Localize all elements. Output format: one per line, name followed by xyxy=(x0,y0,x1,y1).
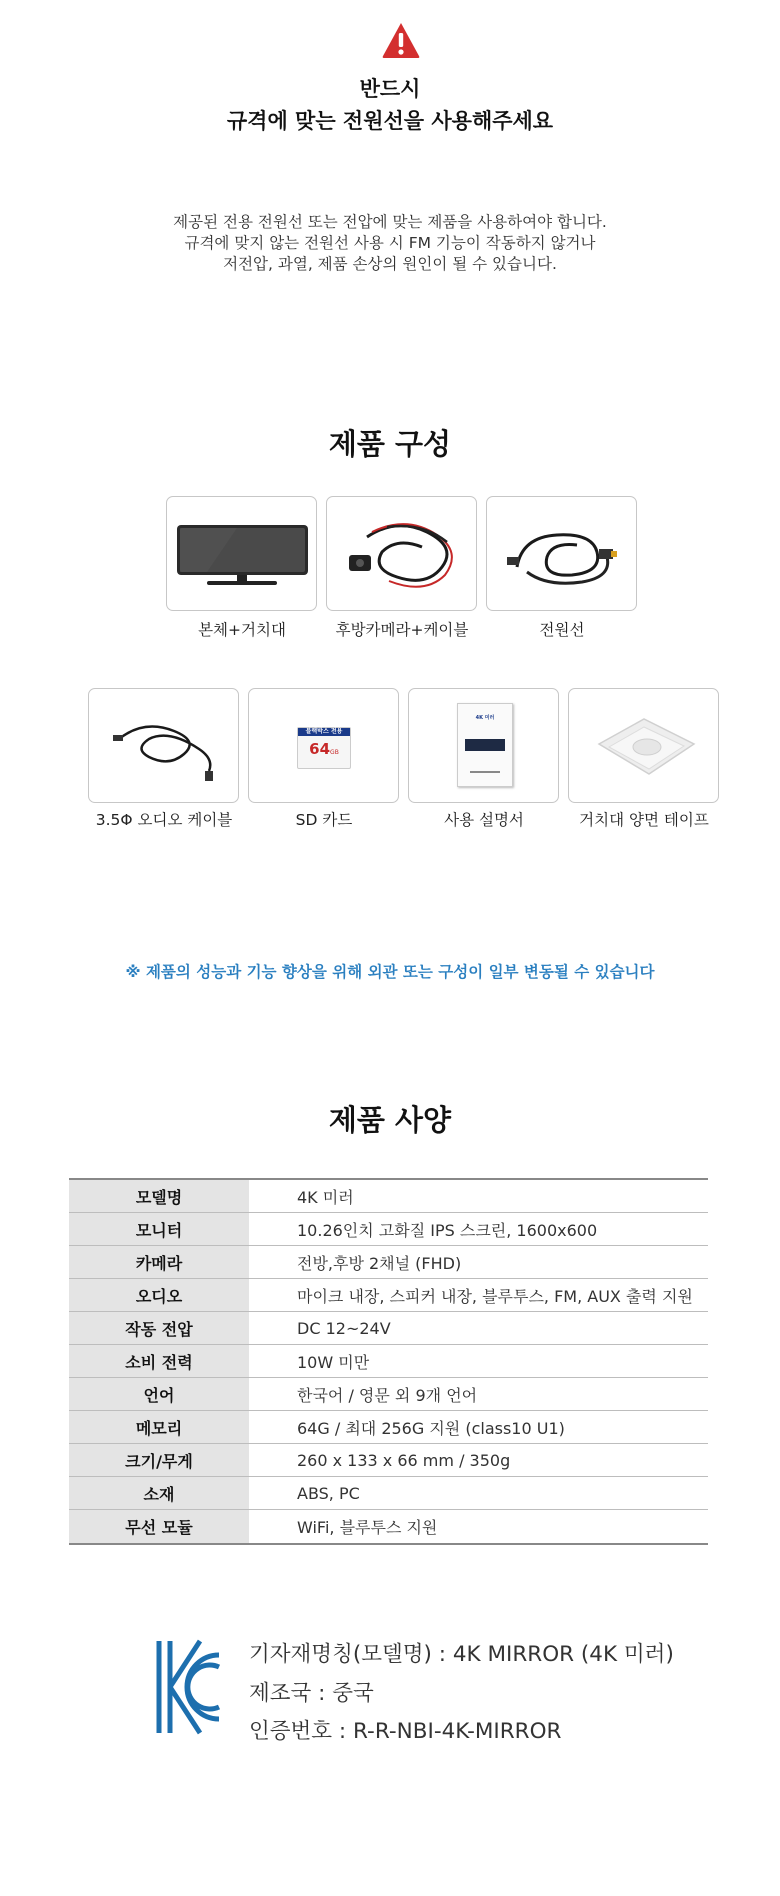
monitor-with-stand-image xyxy=(167,497,317,611)
spec-key: 무선 모듈 xyxy=(69,1510,249,1543)
spec-row-voltage xyxy=(69,1312,708,1345)
spec-key: 크기/무게 xyxy=(69,1444,249,1476)
spec-row-power xyxy=(69,1345,708,1378)
spec-table xyxy=(69,1178,708,1545)
spec-value: WiFi, 블루투스 지원 xyxy=(297,1518,438,1537)
spec-key: 모니터 xyxy=(69,1213,249,1245)
item-box-power-cable xyxy=(486,496,637,611)
power-cable-image xyxy=(487,497,637,611)
warning-title-line2: 규격에 맞는 전원선을 사용해주세요 xyxy=(226,109,554,133)
warning-desc-line3: 저전압, 과열, 제품 손상의 원인이 될 수 있습니다. xyxy=(223,255,557,273)
spec-row-audio xyxy=(69,1279,708,1312)
item-box-audio-cable xyxy=(88,688,239,803)
double-sided-tape-image xyxy=(569,689,719,803)
sd-card-image xyxy=(297,727,351,769)
spec-row-material xyxy=(69,1477,708,1510)
item-label-rear-camera: 후방카메라+케이블 xyxy=(335,621,469,639)
spec-row-wireless xyxy=(69,1510,708,1543)
specs-title: 제품 사양 xyxy=(328,1103,452,1137)
item-box-rear-camera xyxy=(326,496,477,611)
spec-value: 마이크 내장, 스피커 내장, 블루투스, FM, AUX 출력 지원 xyxy=(297,1286,693,1306)
rear-camera-cable-image xyxy=(327,497,477,611)
item-label-tape: 거치대 양면 테이프 xyxy=(579,811,709,829)
warning-triangle-icon xyxy=(381,21,421,59)
spec-row-memory xyxy=(69,1411,708,1444)
spec-value: 260 x 133 x 66 mm / 350g xyxy=(297,1450,511,1470)
spec-key: 오디오 xyxy=(69,1279,249,1311)
item-box-tape xyxy=(568,688,719,803)
manual-title: 4K 미러 xyxy=(475,715,495,721)
item-label-manual: 사용 설명서 xyxy=(444,811,524,829)
spec-value: ABS, PC xyxy=(297,1483,360,1503)
spec-key: 작동 전압 xyxy=(69,1312,249,1344)
spec-key: 메모리 xyxy=(69,1411,249,1443)
spec-row-camera xyxy=(69,1246,708,1279)
kc-mark-icon xyxy=(155,1637,223,1737)
spec-key: 모델명 xyxy=(69,1180,249,1212)
sd-card-unit: GB xyxy=(330,749,339,756)
audio-cable-image xyxy=(89,689,239,803)
sd-card-brand: 블랙박스 전용 xyxy=(298,728,350,736)
spec-row-monitor xyxy=(69,1213,708,1246)
spec-value: DC 12~24V xyxy=(297,1318,391,1338)
spec-value: 10.26인치 고화질 IPS 스크린, 1600x600 xyxy=(297,1220,598,1240)
spec-value: 64G / 최대 256G 지원 (class10 U1) xyxy=(297,1418,565,1438)
spec-key: 소재 xyxy=(69,1477,249,1509)
spec-value: 한국어 / 영문 외 9개 언어 xyxy=(297,1385,478,1405)
item-box-main-unit xyxy=(166,496,317,611)
spec-key: 소비 전력 xyxy=(69,1345,249,1377)
spec-row-language xyxy=(69,1378,708,1411)
sd-card-capacity: 64 xyxy=(309,740,331,758)
spec-key: 언어 xyxy=(69,1378,249,1410)
spec-value: 전방,후방 2채널 (FHD) xyxy=(297,1253,462,1273)
composition-notice: ※ 제품의 성능과 기능 향상을 위해 외관 또는 구성이 일부 변동될 수 있습니다 xyxy=(125,963,655,981)
components-title: 제품 구성 xyxy=(328,427,452,461)
warning-desc-line2: 규격에 맞지 않는 전원선 사용 시 FM 기능이 작동하지 않거나 xyxy=(184,234,596,252)
cert-model-name: 기자재명칭(모델명) : 4K MIRROR (4K 미러) xyxy=(249,1642,674,1667)
spec-key: 카메라 xyxy=(69,1246,249,1278)
manual-image xyxy=(457,703,513,787)
item-label-main-unit: 본체+거치대 xyxy=(198,621,286,639)
warning-title-line1: 반드시 xyxy=(359,77,421,101)
warning-desc-line1: 제공된 전용 전원선 또는 전압에 맞는 제품을 사용하여야 합니다. xyxy=(173,213,607,231)
item-box-sd-card xyxy=(248,688,399,803)
spec-value: 4K 미러 xyxy=(297,1187,354,1207)
item-label-audio-cable: 3.5Φ 오디오 케이블 xyxy=(95,811,233,829)
item-box-manual xyxy=(408,688,559,803)
spec-value: 10W 미만 xyxy=(297,1352,370,1372)
item-label-power-cable: 전원선 xyxy=(539,621,585,639)
spec-row-model xyxy=(69,1180,708,1213)
cert-country: 제조국 : 중국 xyxy=(249,1681,374,1706)
item-label-sd-card: SD 카드 xyxy=(295,811,353,829)
spec-row-size-weight xyxy=(69,1444,708,1477)
cert-number: 인증번호 : R-R-NBI-4K-MIRROR xyxy=(249,1719,562,1744)
